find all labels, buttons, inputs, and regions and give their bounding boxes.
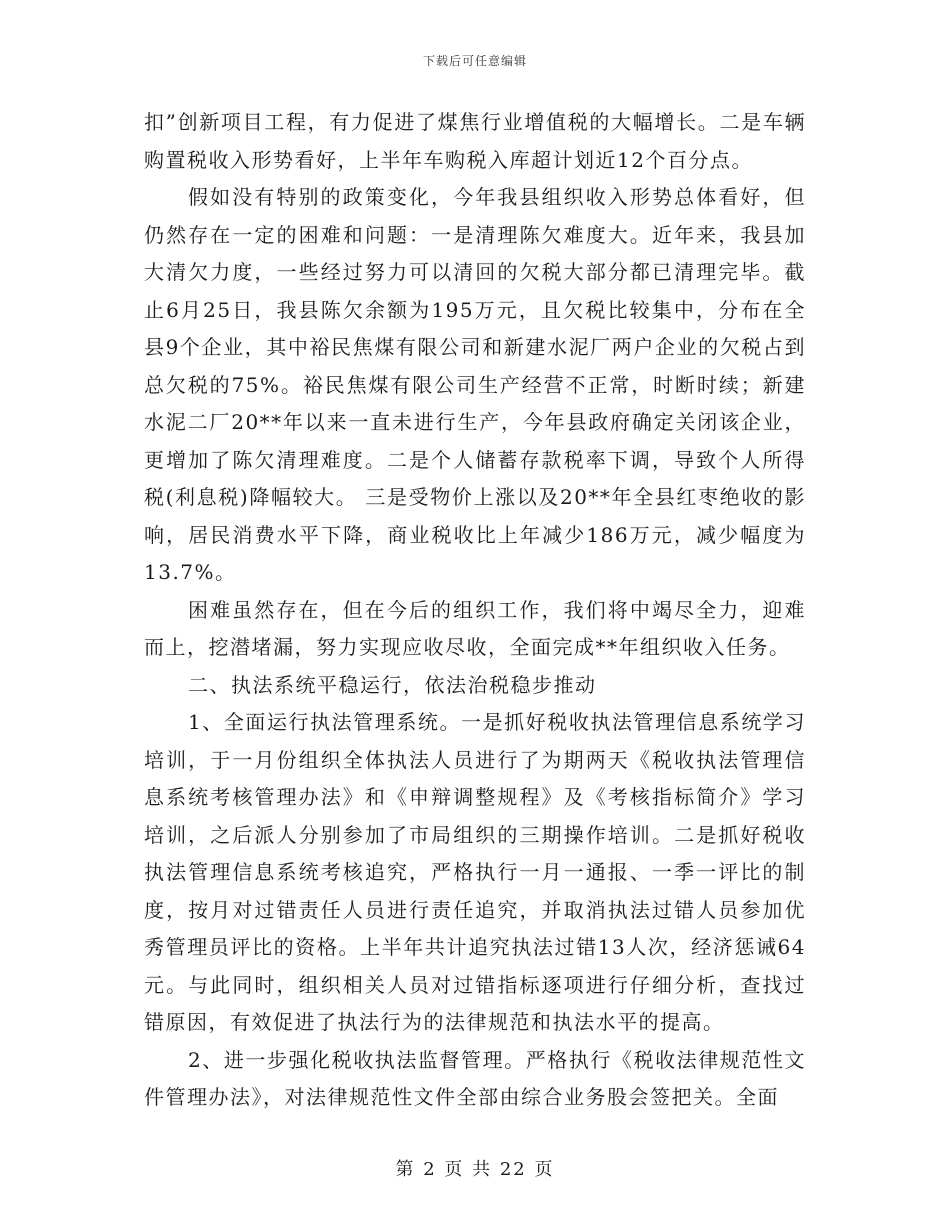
paragraph-commitment: 困难虽然存在，但在今后的组织工作，我们将中竭尽全力，迎难而上，挖潜堵漏，努力实现应收尽收，全面完成**年组织收入任务。 [144, 597, 806, 659]
page-header: 下载后可任意编辑 [422, 54, 527, 68]
paragraph-item-1: 1、全面运行执法管理系统。一是抓好税收执法管理信息系统学习培训，于一月份组织全体执法人员进行了为期两天《税收执法管理信息系统考核管理办法》和《申辩调整规程》及《考核指标简介》学习培训，之后派人分别参加了市局组织的三期操作培训。二是抓好税收执法管理信息系统考核追究，严格执行一月一通报、一季一评比的制度，按月对过错责任人员进行责任追究，并取消执法过错人员参加优秀管理员评比的资格。上半年共计追究执法过错13人次，经济惩诫64元。与此同时，组织相关人员对过错指标逐项进行仔细分析，查找过错原因，有效促进了执法行为的法律规范和执法水平的提高。 [144, 710, 806, 1034]
section-heading: 二、执法系统平稳运行，依法治税稳步推动 [188, 672, 597, 697]
paragraph-item-2: 2、进一步强化税收执法监督管理。严格执行《税收法律规范性文件管理办法》，对法律规范性文件全部由综合业务股会签把关。全面 [144, 1047, 806, 1109]
document-body [144, 104, 806, 1117]
paragraph-continuation: 扣”创新项目工程，有力促进了煤焦行业增值税的大幅增长。二是车辆购置税收入形势看好，上半年车购税入库超计划近12个百分点。 [144, 110, 806, 172]
paragraph-difficulties: 假如没有特别的政策变化，今年我县组织收入形势总体看好，但仍然存在一定的困难和问题：一是清理陈欠难度大。近年来，我县加大清欠力度，一些经过努力可以清回的欠税大部分都已清理完毕。截止6月25日，我县陈欠余额为195万元，且欠税比较集中，分布在全县9个企业，其中裕民焦煤有限公司和新建水泥厂两户企业的欠税占到总欠税的75%。裕民焦煤有限公司生产经营不正常，时断时续；新建水泥二厂20**年以来一直未进行生产，今年县政府确定关闭该企业，更增加了陈欠清理难度。二是个人储蓄存款税率下调，导致个人所得税(利息税)降幅较大。 三是受物价上涨以及20**年全县红枣绝收的影响，居民消费水平下降，商业税收比上年减少186万元，减少幅度为13.7%。 [144, 185, 806, 584]
page-number-footer: 第 2 页 共 22 页 [395, 1159, 555, 1180]
